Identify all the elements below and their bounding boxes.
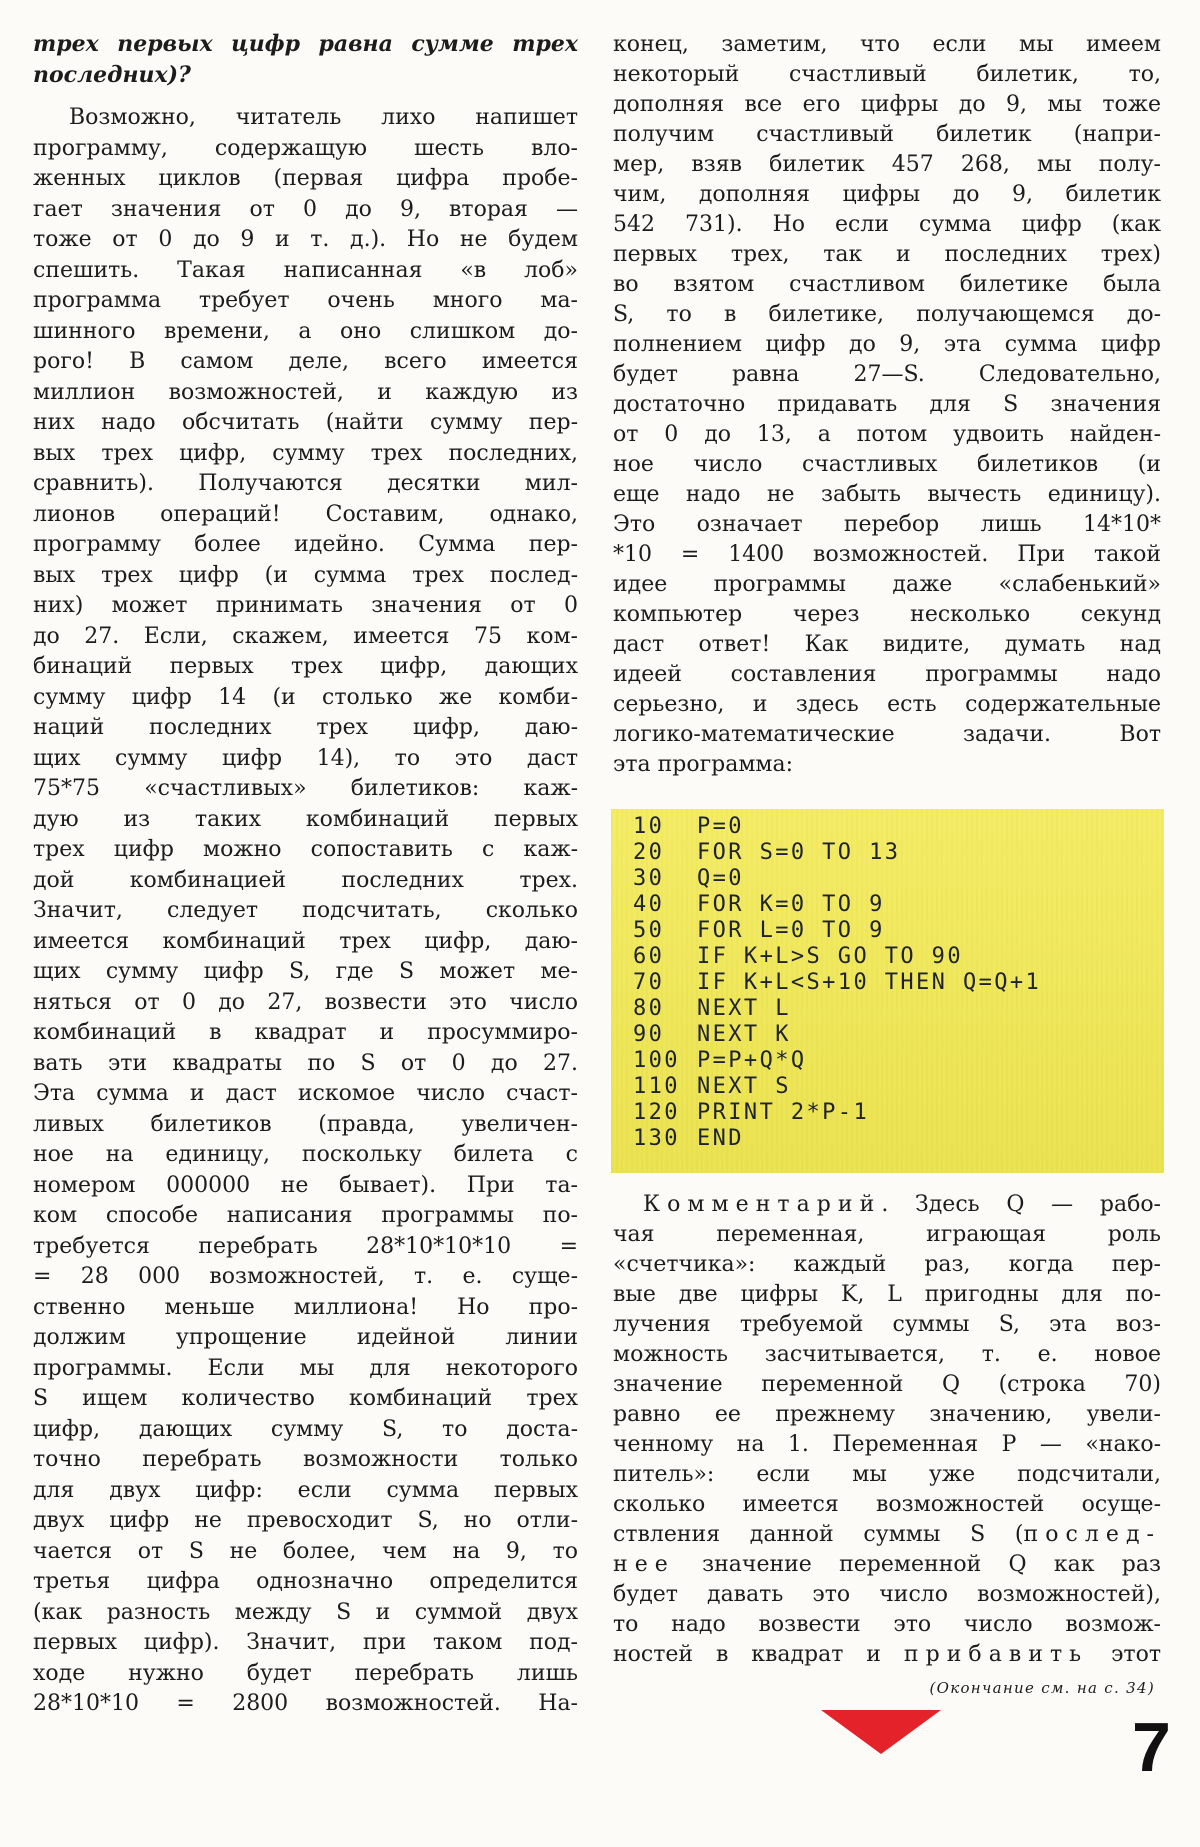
text-line: няться от 0 до 27, возвести это число [33,989,578,1015]
text-line: = 28 000 возможностей, т. е. суще- [33,1264,578,1289]
text-line: будет давать это число возможностей), [613,1582,1161,1607]
text-segment: ностей в квадрат и [613,1642,904,1667]
statement: IF K+L<S+10 THEN Q=Q+1 [697,970,1042,995]
continuation-note: (Окончание см. на с. 34) [929,1679,1155,1697]
text-line [613,1520,1161,1550]
statement: P=0 [697,814,744,839]
text-line: равно ее прежнему значению, увели- [613,1402,1161,1427]
spaced-emphasis: Комментарий [643,1192,882,1217]
text-line: еще надо не забыть вычесть единицу). [613,482,1161,507]
text-line: ное число счастливых билетиков (и [613,452,1161,477]
line-number: 10 [633,814,665,839]
text-line: лионов операций! Составим, однако, [33,501,578,527]
text-line: эта программа: [613,752,794,777]
text-line [613,1640,1161,1670]
triangle-shape [821,1710,941,1754]
statement: NEXT K [697,1022,791,1047]
text-line: щих сумму цифр S, где S может ме- [33,959,578,984]
text-line: значение переменной Q (строка 70) [613,1372,1161,1397]
left-column-paragraph [33,103,578,1720]
spaced-emphasis: нее [613,1552,675,1577]
text-line: S, то в билетике, получающемся до- [613,302,1161,327]
text-segment: ствления данной суммы S ( [613,1522,1024,1547]
text-line: чая переменная, играющая роль [613,1222,1161,1247]
right-column-paragraph [613,30,1161,780]
page-number: 7 [1132,1708,1171,1786]
spaced-emphasis: послед- [1023,1522,1161,1547]
text-line: конец, заметим, что если мы имеем [613,32,1161,57]
red-triangle-marker [821,1710,941,1754]
text-line: мер, взяв билетик 457 268, мы полу- [613,152,1161,177]
text-line: требуется перебрать 28*10*10*10 = [33,1233,578,1259]
program-line [633,1074,1164,1100]
text-line: ком способе написания программы по- [33,1203,578,1228]
text-line: «счетчика»: каждый раз, когда пер- [613,1252,1161,1277]
text-line: тоже от 0 до 9 и т. д.). Но не будем [33,227,578,252]
text-line: полнением цифр до 9, эта сумма цифр [613,332,1161,357]
text-line: последних)? [33,61,191,88]
text-line: цифр, дающих сумму S, то доста- [33,1416,578,1442]
text-line: будет равна 27—S. Следовательно, [613,362,1161,387]
text-line: идее программы даже «слабенький» [613,572,1161,597]
text-segment: . Здесь Q — рабо- [881,1192,1161,1217]
text-line: бинаций первых трех цифр, дающих [33,654,578,679]
text-line: двух цифр не превосходит S, но отли- [33,1508,578,1533]
line-number: 120 [633,1100,680,1125]
text-line: во взятом счастливом билетике была [613,272,1161,297]
text-line: миллион возможностей, и каждую из [33,379,578,405]
line-number: 130 [633,1126,680,1151]
program-line [633,1048,1164,1074]
text-line: женных циклов (первая цифра пробе- [33,166,578,191]
text-line: можность засчитывается, т. е. новое [613,1342,1161,1367]
text-segment: этот [1088,1642,1162,1667]
text-line: точно перебрать возможности только [33,1447,578,1472]
line-number: 60 [633,944,665,969]
program-line [633,840,1164,866]
text-line: серьезно, и здесь есть содержательные [613,692,1161,717]
text-line: программа требует очень много ма- [33,288,578,313]
text-line: для двух цифр: если сумма первых [33,1477,578,1503]
line-number: 50 [633,918,665,943]
text-line: имеется комбинаций трех цифр, даю- [33,928,578,954]
text-line: вых трех цифр, сумму трех последних, [33,440,578,466]
text-line: ливых билетиков (правда, увеличен- [33,1111,578,1137]
text-line [613,1550,1161,1580]
program-line [633,944,1164,970]
statement: P=P+Q*Q [697,1048,807,1073]
statement: FOR L=0 TO 9 [697,918,885,943]
line-number: 70 [633,970,665,995]
text-line: должим упрощение идейной линии [33,1325,578,1350]
spaced-emphasis: прибавить [903,1642,1089,1667]
text-line: вые две цифры K, L пригодны для по- [613,1282,1161,1307]
line-number: 100 [633,1048,680,1073]
statement: FOR K=0 TO 9 [697,892,885,917]
text-line: сколько имеется возможностей осуще- [613,1492,1161,1517]
text-line: дой комбинацией последних трех. [33,867,578,893]
text-line: них надо обсчитать (найти сумму пер- [33,410,578,435]
text-line: логико-математические задачи. Вот [613,722,1161,747]
text-line: до 27. Если, скажем, имеется 75 ком- [33,623,578,649]
text-line: первых цифр). Значит, при таком под- [33,1630,578,1655]
statement: NEXT L [697,996,791,1021]
program-line [633,1100,1164,1126]
statement: FOR S=0 TO 13 [697,840,901,865]
text-line: питель»: если мы уже подсчитали, [613,1462,1161,1487]
program-line [633,1126,1164,1152]
text-line: идеей составления программы надо [613,662,1161,687]
text-line: первых трех, так и последних трех) [613,242,1161,267]
text-line: *10 = 1400 возможностей. При такой [613,542,1161,567]
text-line: спешить. Такая написанная «в лоб» [33,257,578,283]
text-line: от 0 до 13, а потом удвоить найден- [613,422,1161,447]
basic-program-listing [611,809,1164,1173]
text-line: них) может принимать значения от 0 [33,593,578,618]
program-line [633,918,1164,944]
line-number: 30 [633,866,665,891]
text-line: щих сумму цифр 14), то это даст [33,745,578,771]
text-line: ное на единицу, поскольку билета с [33,1142,578,1167]
text-line: сумму цифр 14 (и столько же комби- [33,684,578,710]
text-segment: значение переменной Q как раз [674,1552,1161,1577]
text-line: третья цифра однозначно определится [33,1569,578,1594]
line-number: 110 [633,1074,680,1099]
text-line: дополняя все его цифры до 9, мы тоже [613,92,1161,117]
text-line: даст ответ! Как видите, думать над [613,632,1161,657]
text-line: 28*10*10 = 2800 возможностей. На- [33,1691,578,1716]
text-line: лучения требуемой суммы S, эта воз- [613,1312,1161,1337]
text-line: номером 000000 не бывает). При та- [33,1172,578,1198]
program-line [633,970,1164,996]
text-line: Это означает перебор лишь 14*10* [613,512,1161,537]
statement: IF K+L>S GO TO 90 [697,944,963,969]
line-number: 80 [633,996,665,1021]
program-line [633,814,1164,840]
program-line [633,892,1164,918]
text-line: Возможно, читатель лихо напишет [69,105,578,130]
text-line: наций последних трех цифр, даю- [33,715,578,740]
text-line: вых трех цифр (и сумма трех послед- [33,562,578,588]
text-line: чается от S не более, чем на 9, то [33,1538,578,1564]
text-line: рого! В самом деле, всего имеется [33,349,578,374]
program-line [633,866,1164,892]
text-line: получим счастливый билетик (напри- [613,122,1161,147]
text-line: (как разность между S и суммой двух [33,1599,578,1625]
text-line: S ищем количество комбинаций трех [33,1386,578,1411]
text-line: ственно меньше миллиона! Но про- [33,1294,578,1320]
text-line: программы. Если мы для некоторого [33,1355,578,1381]
line-number: 40 [633,892,665,917]
text-line: 542 731). Но если сумма цифр (как [613,212,1161,237]
statement: NEXT S [697,1074,791,1099]
text-line: достаточно придавать для S значения [613,392,1161,417]
text-line: 75*75 «счастливых» билетиков: каж- [33,776,578,801]
text-line: ченному на 1. Переменная P — «нако- [613,1432,1161,1457]
text-line: дую из таких комбинаций первых [33,806,578,832]
program-line [633,1022,1164,1048]
text-line: чим, дополняя цифры до 9, билетик [613,182,1161,207]
intro-question-end [33,29,578,90]
text-line: трех первых цифр равна сумме трех [33,31,578,57]
text-line: гает значения от 0 до 9, вторая — [33,196,578,222]
program-comment-paragraph [613,1190,1161,1670]
line-number: 90 [633,1022,665,1047]
program-line [633,996,1164,1022]
text-line: некоторый счастливый билетик, то, [613,62,1161,87]
statement: END [697,1126,744,1151]
text-line: ходе нужно будет перебрать лишь [33,1660,578,1686]
text-line: компьютер через несколько секунд [613,602,1161,627]
text-line: вать эти квадраты по S от 0 до 27. [33,1050,578,1076]
statement: PRINT 2*P-1 [697,1100,870,1125]
text-line: Значит, следует подсчитать, сколько [33,898,578,923]
text-line: программу, содержащую шесть вло- [33,135,578,161]
text-line: программу более идейно. Сумма пер- [33,532,578,557]
text-line: трех цифр можно сопоставить с каж- [33,837,578,862]
line-number: 20 [633,840,665,865]
text-line: то надо возвести это число возмож- [613,1612,1161,1637]
text-line: комбинаций в квадрат и просуммиро- [33,1020,578,1045]
text-line: шинного времени, а оно слишком до- [33,318,578,344]
text-line: Эта сумма и даст искомое число счаст- [33,1081,578,1106]
text-line [613,1190,1161,1220]
statement: Q=0 [697,866,744,891]
text-line: сравнить). Получаются десятки мил- [33,471,578,496]
